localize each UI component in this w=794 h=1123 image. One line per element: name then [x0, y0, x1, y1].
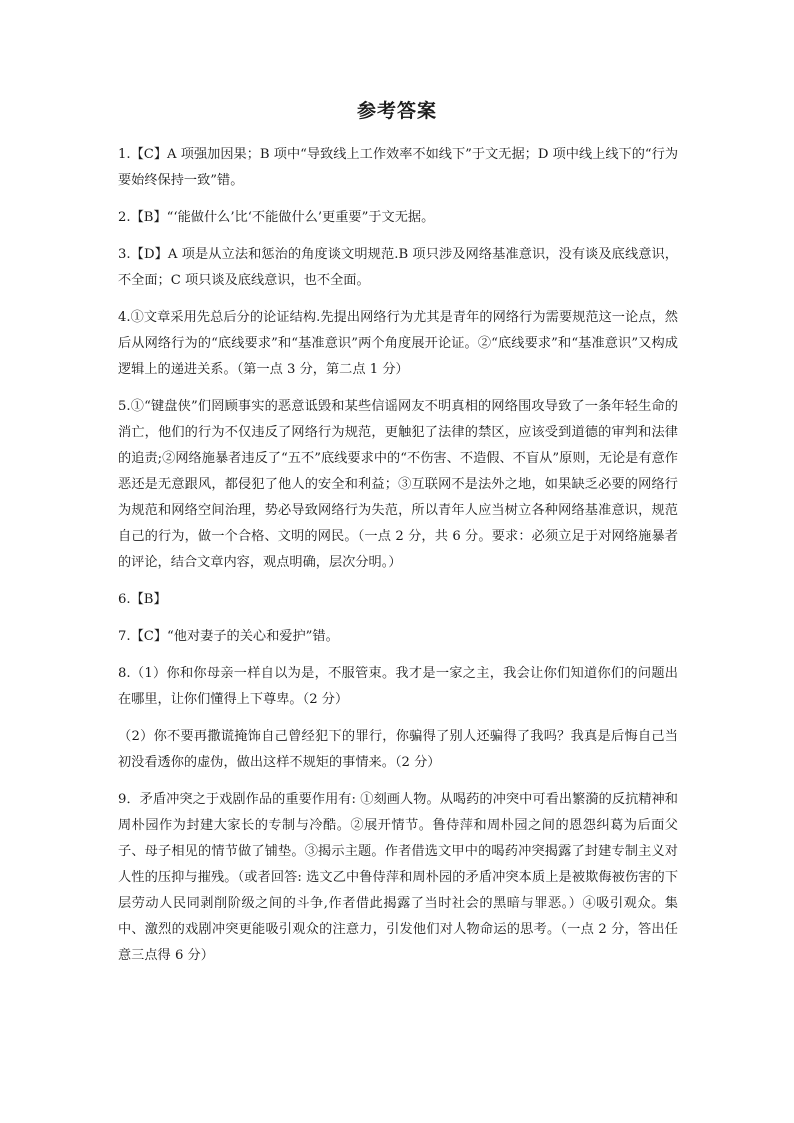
answer-item-6: [118, 587, 678, 613]
answer-item-5: [118, 394, 678, 576]
answer-item-1: [118, 142, 678, 194]
answer-text: 1.【C】A 项强加因果；B 项中“导致线上工作效率不如线下”于文无据；D 项中线上线下的“行为要始终保持一致”错。: [118, 147, 679, 188]
answer-item-8-1: [118, 661, 678, 713]
answer-text: 6.【B】: [118, 592, 167, 607]
answer-text: （2）你不要再撒谎掩饰自己曾经犯下的罪行，你骗得了别人还骗得了我吗？我真是后悔自己当初没看透你的虚伪，做出这样不规矩的事情来。（2 分）: [118, 729, 678, 770]
answer-item-7: [118, 624, 678, 650]
answer-text: 8.（1）你和你母亲一样自以为是，不服管束。我才是一家之主，我会让你们知道你们的问题出在哪里，让你们懂得上下尊卑。（2 分）: [118, 666, 678, 707]
answer-item-4: [118, 305, 678, 383]
answer-text: 3.【D】A 项是从立法和惩治的角度谈文明规范.B 项只涉及网络基准意识，没有谈及底线意识，不全面；C 项只谈及底线意识，也不全面。: [118, 247, 678, 288]
answer-text: 5.①“键盘侠”们罔顾事实的恶意诋毁和某些信谣网友不明真相的网络围攻导致了一条年轻生命的消亡，他们的行为不仅违反了网络行为规范，更触犯了法律的禁区，应该受到道德的审判和法律的追责;②网络施暴者违反了“五不”底线要求中的“不伤害、不造假、不盲从”原则，无论是有意作恶还是无意跟风，都侵犯了他人的安全和利益；③互联网不是法外之地，如果缺乏必要的网络行为规范和网络空间治理，势必导致网络行为失范，所以青年人应当树立各种网络基准意识，规范自己的行为，做一个合格、文明的网民。（一点 2 分，共 6 分。要求：必须立足于对网络施暴者的评论，结合文章内容，观点明确，层次分明。）: [118, 399, 678, 570]
answer-text: 4.①文章采用先总后分的论证结构.先提出网络行为尤其是青年的网络行为需要规范这一论点，然后从网络行为的“底线要求”和“基准意识”两个角度展开论证。②“底线要求”和“基准意识”又构成逻辑上的递进关系。（第一点 3 分，第二点 1 分）: [118, 310, 678, 377]
answer-text: 2.【B】“‘能做什么’比‘不能做什么’更重要”于文无据。: [118, 210, 435, 225]
answer-text: 9．矛盾冲突之于戏剧作品的重要作用有: ①刻画人物。从喝药的冲突中可看出繁漪的反抗精神和周朴园作为封建大家长的专制与冷酷。②展开情节。鲁侍萍和周朴园之间的恩怨纠葛为后面父子、母子相见的情节做了铺垫。③揭示主题。作者借选文甲中的喝药冲突揭露了封建专制主义对人性的压抑与摧残。（或者回答: 选文乙中鲁侍萍和周朴园的矛盾冲突本质上是被欺侮被伤害的下层劳动人民同剥削阶级之间的斗争,作者借此揭露了当时社会的黑暗与罪恶。）④吸引观众。集中、激烈的戏剧冲突更能吸引观众的注意力，引发他们对人物命运的思考。（一点 2 分，答出任意三点得 6 分）: [118, 792, 678, 963]
page-title: 参考答案: [356, 100, 437, 122]
answer-item-3: [118, 242, 678, 294]
answer-item-2: [118, 205, 678, 231]
answer-text: 7.【C】“他对妻子的关心和爱护”错。: [118, 629, 339, 644]
answer-item-9: [118, 787, 678, 969]
answer-item-8-2: [118, 724, 678, 776]
answer-list: [118, 142, 678, 980]
